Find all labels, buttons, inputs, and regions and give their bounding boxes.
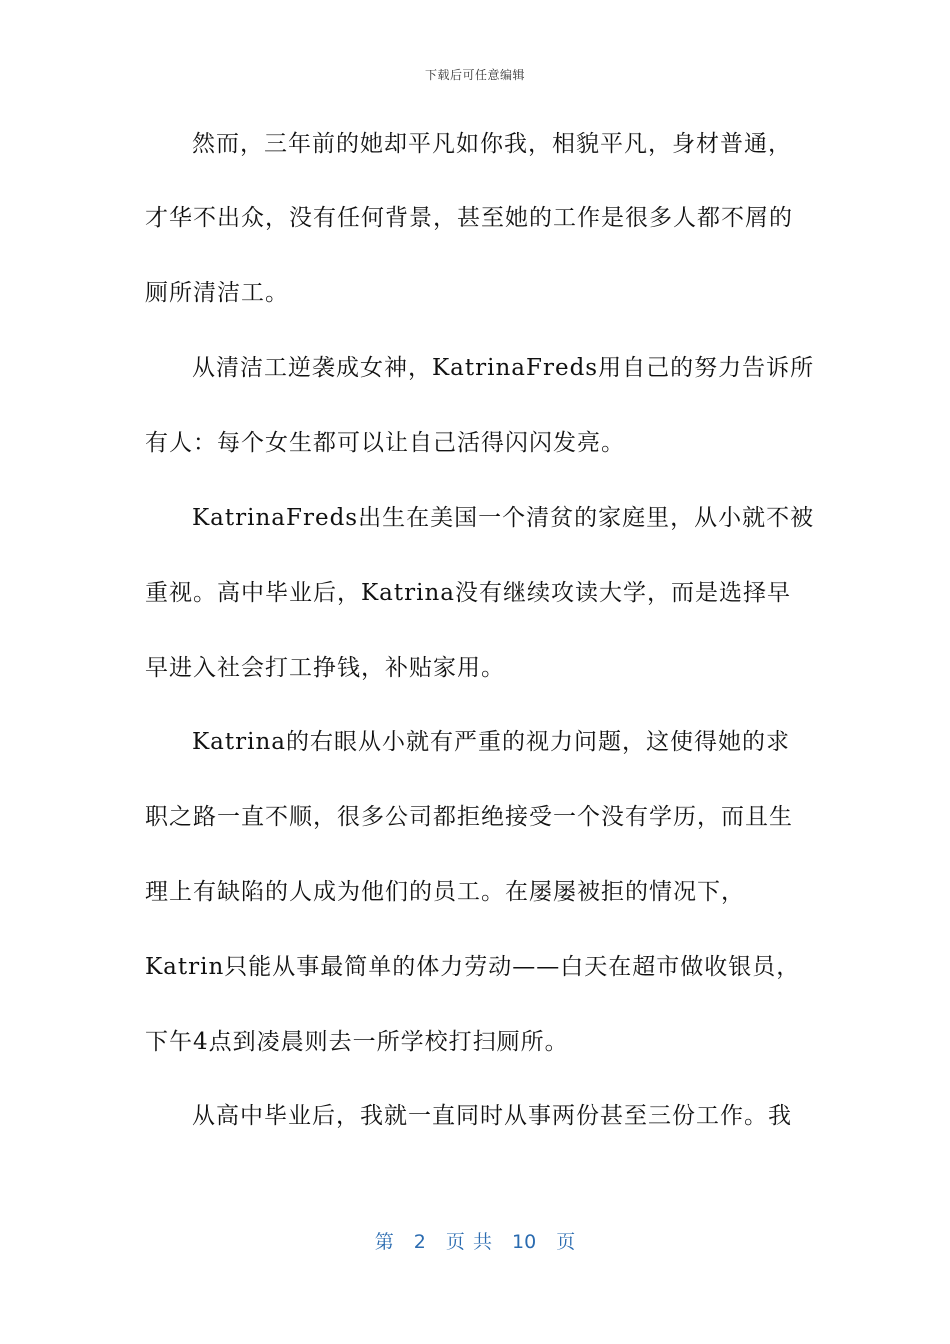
paragraph-4-line-5: 下午4点到凌晨则去一所学校打扫厕所。 — [145, 1029, 569, 1055]
page-header-note: 下载后可任意编辑 — [424, 68, 525, 82]
paragraph-2-line-1: 从清洁工逆袭成女神，KatrinaFreds用自己的努力告诉所 — [192, 355, 815, 381]
footer-total-pages: 10 — [512, 1231, 537, 1253]
paragraph-3-line-2: 重视。高中毕业后，Katrina没有继续攻读大学，而是选择早 — [145, 580, 792, 606]
paragraph-5-line-1: 从高中毕业后，我就一直同时从事两份甚至三份工作。我 — [192, 1103, 792, 1129]
page-footer — [0, 1227, 950, 1254]
paragraph-4-line-4: Katrin只能从事最简单的体力劳动——白天在超市做收银员， — [145, 954, 801, 980]
paragraph-2-line-2: 有人：每个女生都可以让自己活得闪闪发亮。 — [145, 430, 625, 456]
paragraph-3-line-3: 早进入社会打工挣钱，补贴家用。 — [145, 655, 505, 681]
paragraph-3-line-1: KatrinaFreds出生在美国一个清贫的家庭里，从小就不被 — [192, 505, 815, 531]
paragraph-1-line-2: 才华不出众，没有任何背景，甚至她的工作是很多人都不屑的 — [145, 205, 793, 231]
paragraph-1-line-1: 然而，三年前的她却平凡如你我，相貌平凡，身材普通， — [192, 131, 792, 157]
paragraph-4-line-3: 理上有缺陷的人成为他们的员工。在屡屡被拒的情况下， — [145, 879, 745, 905]
paragraph-4-line-1: Katrina的右眼从小就有严重的视力问题，这使得她的求 — [192, 729, 791, 755]
footer-label-of: 页 共 — [445, 1231, 492, 1253]
footer-label-page: 第 — [374, 1231, 394, 1253]
paragraph-1-line-3: 厕所清洁工。 — [145, 280, 289, 306]
footer-current-page: 2 — [413, 1231, 426, 1253]
footer-label-pages: 页 — [556, 1231, 576, 1253]
paragraph-4-line-2: 职之路一直不顺，很多公司都拒绝接受一个没有学历，而且生 — [145, 804, 793, 830]
